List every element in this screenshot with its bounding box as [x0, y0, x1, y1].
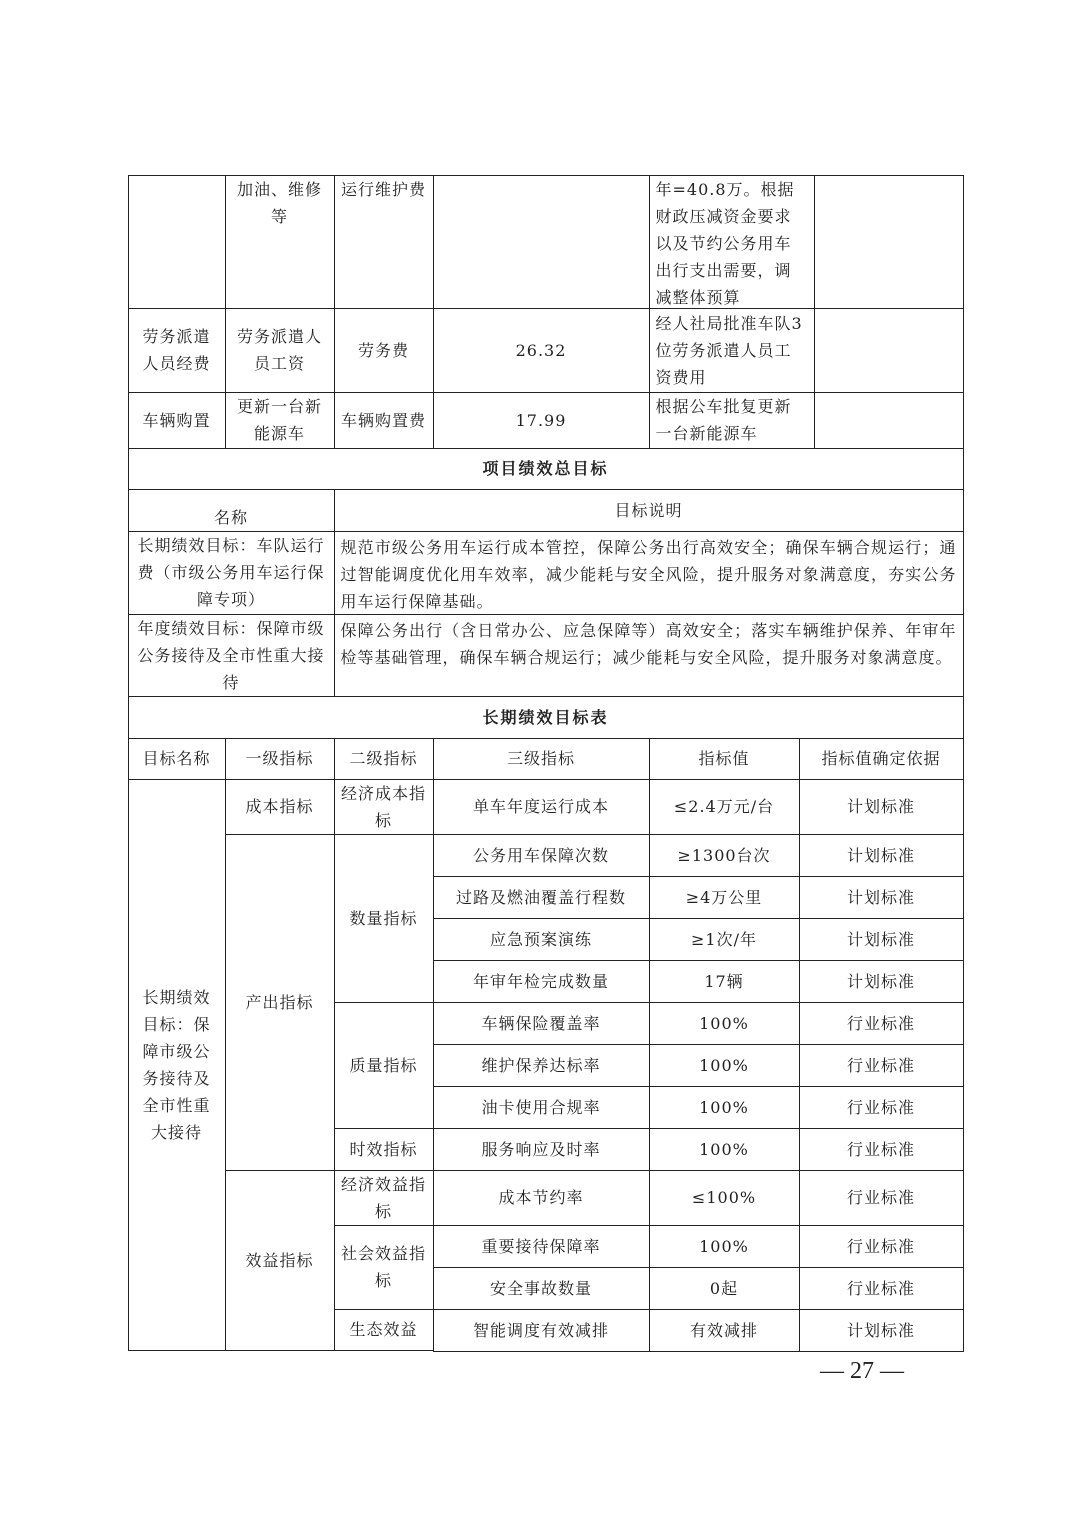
- budget-cell-note: [814, 308, 964, 393]
- level3-indicator: 维护保养达标率: [433, 1044, 650, 1087]
- level3-indicator: 年审年检完成数量: [433, 960, 650, 1003]
- indicator-basis: 计划标准: [799, 834, 964, 877]
- indicator-basis: 行业标准: [799, 1128, 964, 1171]
- indicator-basis: 行业标准: [799, 1002, 964, 1045]
- level2-timeliness: 时效指标: [334, 1128, 434, 1171]
- indicator-value: 17辆: [649, 960, 800, 1003]
- header-level3: 三级指标: [433, 738, 650, 780]
- indicator-value: ≥1次/年: [649, 918, 800, 961]
- level2-eco-benefit: 生态效益: [334, 1309, 434, 1351]
- budget-cell-amount: 17.99: [433, 392, 650, 449]
- budget-cell-category: [128, 175, 226, 309]
- level2-econ-cost: 经济成本指标: [334, 779, 434, 835]
- budget-cell-item: 车辆购置费: [334, 392, 434, 449]
- overall-goal-desc: 规范市级公务用车运行成本管控，保障公务出行高效安全；确保车辆合规运行；通过智能调度优化用车效率，减少能耗与安全风险，提升服务对象满意度，夯实公务用车运行保障基础。: [334, 531, 964, 615]
- indicator-value: 100%: [649, 1002, 800, 1045]
- budget-cell-item: 劳务费: [334, 308, 434, 393]
- level3-indicator: 过路及燃油覆盖行程数: [433, 876, 650, 919]
- budget-cell-category: 车辆购置: [128, 392, 226, 449]
- indicator-basis: 行业标准: [799, 1170, 964, 1226]
- indicator-value: 100%: [649, 1225, 800, 1268]
- level3-indicator: 智能调度有效减排: [433, 1309, 650, 1352]
- level1-benefit: 效益指标: [225, 1170, 335, 1351]
- indicator-value: 100%: [649, 1128, 800, 1171]
- indicator-value: ≤2.4万元/台: [649, 779, 800, 835]
- budget-cell-basis: 根据公车批复更新一台新能源车: [649, 392, 815, 449]
- indicator-basis: 计划标准: [799, 918, 964, 961]
- budget-cell-note: [814, 175, 964, 309]
- long-term-table-title: 长期绩效目标表: [128, 696, 964, 739]
- budget-cell-amount: [433, 175, 650, 309]
- budget-cell-amount: 26.32: [433, 308, 650, 393]
- indicator-basis: 计划标准: [799, 1309, 964, 1352]
- level2-social-benefit: 社会效益指标: [334, 1225, 434, 1310]
- indicator-basis: 行业标准: [799, 1086, 964, 1129]
- indicator-value: 0起: [649, 1267, 800, 1310]
- level3-indicator: 重要接待保障率: [433, 1225, 650, 1268]
- goal-name-cell: 长期绩效目标：保障市级公务接待及全市性重大接待: [128, 779, 226, 1351]
- indicator-basis: 行业标准: [799, 1044, 964, 1087]
- overall-goal-name: 长期绩效目标：车队运行费（市级公务用车运行保障专项）: [128, 531, 335, 615]
- page-number: — 27 —: [820, 1358, 904, 1384]
- budget-cell-basis: 年=40.8万。根据财政压减资金要求以及节约公务用车出行支出需要，调减整体预算: [649, 175, 815, 309]
- overall-goals-title: 项目绩效总目标: [128, 448, 964, 490]
- level2-quantity: 数量指标: [334, 834, 434, 1003]
- level3-indicator: 油卡使用合规率: [433, 1086, 650, 1129]
- indicator-value: 100%: [649, 1044, 800, 1087]
- indicator-value: 有效减排: [649, 1309, 800, 1352]
- indicator-basis: 计划标准: [799, 876, 964, 919]
- indicator-value: ≤100%: [649, 1170, 800, 1226]
- indicator-basis: 行业标准: [799, 1267, 964, 1310]
- indicator-value: 100%: [649, 1086, 800, 1129]
- level3-indicator: 车辆保险覆盖率: [433, 1002, 650, 1045]
- header-level2: 二级指标: [334, 738, 434, 780]
- indicator-basis: 行业标准: [799, 1225, 964, 1268]
- level3-indicator: 服务响应及时率: [433, 1128, 650, 1171]
- indicator-value: ≥4万公里: [649, 876, 800, 919]
- budget-cell-basis: 经人社局批准车队3位劳务派遣人员工资费用: [649, 308, 815, 393]
- budget-cell-content: 劳务派遣人员工资: [225, 308, 335, 393]
- level2-econ-benefit: 经济效益指标: [334, 1170, 434, 1226]
- level3-indicator: 应急预案演练: [433, 918, 650, 961]
- overall-goal-name: 年度绩效目标：保障市级公务接待及全市性重大接待: [128, 614, 335, 697]
- budget-cell-item: 运行维护费: [334, 175, 434, 309]
- level3-indicator: 成本节约率: [433, 1170, 650, 1226]
- level3-indicator: 安全事故数量: [433, 1267, 650, 1310]
- level1-cost: 成本指标: [225, 779, 335, 835]
- indicator-value: ≥1300台次: [649, 834, 800, 877]
- header-basis: 指标值确定依据: [799, 738, 964, 780]
- overall-goals-header-desc: 目标说明: [334, 489, 964, 532]
- budget-cell-content: 加油、维修等: [225, 175, 335, 309]
- header-goal-name: 目标名称: [128, 738, 226, 780]
- level1-output: 产出指标: [225, 834, 335, 1171]
- header-level1: 一级指标: [225, 738, 335, 780]
- budget-cell-category: 劳务派遣人员经费: [128, 308, 226, 393]
- level3-indicator: 公务用车保障次数: [433, 834, 650, 877]
- indicator-basis: 计划标准: [799, 960, 964, 1003]
- level3-indicator: 单车年度运行成本: [433, 779, 650, 835]
- budget-cell-content: 更新一台新能源车: [225, 392, 335, 449]
- overall-goal-desc: 保障公务出行（含日常办公、应急保障等）高效安全；落实车辆维护保养、年审年检等基础管理，确保车辆合规运行；减少能耗与安全风险，提升服务对象满意度。: [334, 614, 964, 697]
- budget-cell-note: [814, 392, 964, 449]
- header-value: 指标值: [649, 738, 800, 780]
- level2-quality: 质量指标: [334, 1002, 434, 1129]
- overall-goals-header-name: 名称: [128, 489, 335, 532]
- indicator-basis: 计划标准: [799, 779, 964, 835]
